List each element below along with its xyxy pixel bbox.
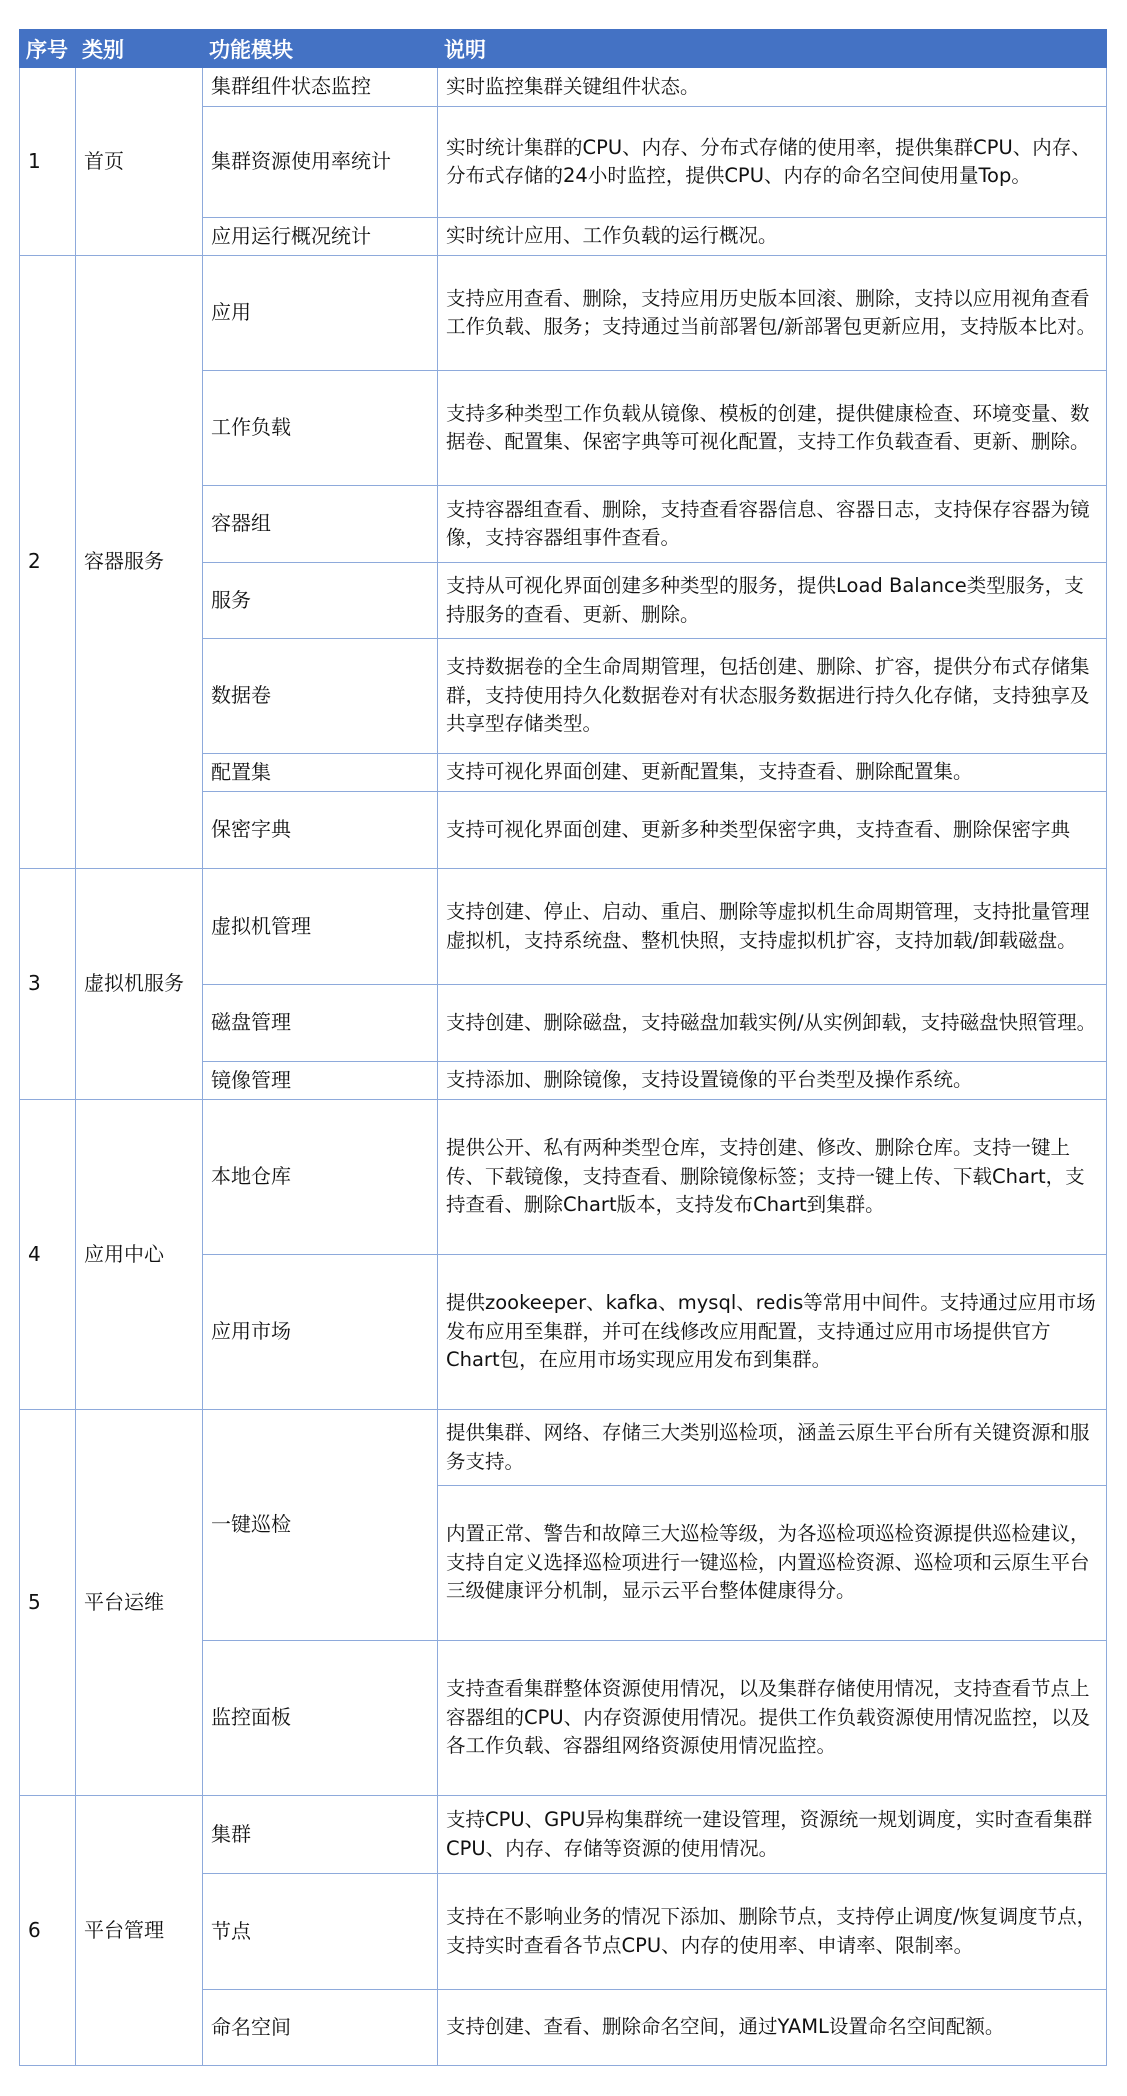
table-row <box>20 1796 1107 1874</box>
category-cell: 应用中心 <box>76 1100 203 1410</box>
description-cell: 支持添加、删除镜像，支持设置镜像的平台类型及操作系统。 <box>438 1062 1107 1100</box>
table-row <box>20 256 1107 371</box>
module-cell: 镜像管理 <box>203 1062 438 1100</box>
description-cell: 提供集群、网络、存储三大类别巡检项，涵盖云原生平台所有关键资源和服务支持。 <box>438 1410 1107 1486</box>
row-number: 3 <box>20 869 76 1100</box>
category-cell: 首页 <box>76 68 203 256</box>
module-cell: 应用 <box>203 256 438 371</box>
module-cell: 集群组件状态监控 <box>203 68 438 107</box>
row-number: 6 <box>20 1796 76 2066</box>
module-cell: 节点 <box>203 1874 438 1990</box>
table-row <box>20 68 1107 107</box>
module-cell: 工作负载 <box>203 371 438 486</box>
module-cell: 服务 <box>203 563 438 639</box>
module-cell: 本地仓库 <box>203 1100 438 1255</box>
row-number: 2 <box>20 256 76 869</box>
description-cell: 实时监控集群关键组件状态。 <box>438 68 1107 107</box>
module-cell: 配置集 <box>203 754 438 792</box>
description-cell: 支持创建、停止、启动、重启、删除等虚拟机生命周期管理，支持批量管理虚拟机，支持系统盘、整机快照，支持虚拟机扩容，支持加载/卸载磁盘。 <box>438 869 1107 985</box>
module-cell: 监控面板 <box>203 1641 438 1796</box>
description-cell: 支持可视化界面创建、更新配置集，支持查看、删除配置集。 <box>438 754 1107 792</box>
row-number: 5 <box>20 1410 76 1796</box>
description-cell: 支持查看集群整体资源使用情况，以及集群存储使用情况，支持查看节点上容器组的CPU、内存资源使用情况。提供工作负载资源使用情况监控，以及各工作负载、容器组网络资源使用情况监控。 <box>438 1641 1107 1796</box>
description-cell: 支持创建、查看、删除命名空间，通过YAML设置命名空间配额。 <box>438 1990 1107 2066</box>
description-cell: 支持多种类型工作负载从镜像、模板的创建，提供健康检查、环境变量、数据卷、配置集、保密字典等可视化配置，支持工作负载查看、更新、删除。 <box>438 371 1107 486</box>
table-row <box>20 869 1107 985</box>
header-description: 说明 <box>438 30 1107 68</box>
module-cell: 集群 <box>203 1796 438 1874</box>
row-number: 4 <box>20 1100 76 1410</box>
header-no: 序号 <box>20 30 76 68</box>
description-cell: 支持在不影响业务的情况下添加、删除节点，支持停止调度/恢复调度节点，支持实时查看各节点CPU、内存的使用率、申请率、限制率。 <box>438 1874 1107 1990</box>
description-cell: 实时统计应用、工作负载的运行概况。 <box>438 218 1107 256</box>
module-cell: 数据卷 <box>203 639 438 754</box>
category-cell: 平台运维 <box>76 1410 203 1796</box>
module-cell: 容器组 <box>203 486 438 563</box>
description-cell: 提供公开、私有两种类型仓库，支持创建、修改、删除仓库。支持一键上传、下载镜像，支持查看、删除镜像标签；支持一键上传、下载Chart，支持查看、删除Chart版本，支持发布Chart到集群。 <box>438 1100 1107 1255</box>
description-cell: 提供zookeeper、kafka、mysql、redis等常用中间件。支持通过应用市场发布应用至集群，并可在线修改应用配置，支持通过应用市场提供官方Chart包，在应用市场实现应用发布到集群。 <box>438 1255 1107 1410</box>
row-number: 1 <box>20 68 76 256</box>
description-cell: 支持创建、删除磁盘，支持磁盘加载实例/从实例卸载，支持磁盘快照管理。 <box>438 985 1107 1062</box>
module-cell: 一键巡检 <box>203 1410 438 1641</box>
table-row <box>20 1100 1107 1255</box>
description-cell: 支持从可视化界面创建多种类型的服务，提供Load Balance类型服务，支持服务的查看、更新、删除。 <box>438 563 1107 639</box>
header-category: 类别 <box>76 30 203 68</box>
module-cell: 虚拟机管理 <box>203 869 438 985</box>
description-cell: 支持容器组查看、删除，支持查看容器信息、容器日志，支持保存容器为镜像，支持容器组事件查看。 <box>438 486 1107 563</box>
category-cell: 容器服务 <box>76 256 203 869</box>
header-module: 功能模块 <box>203 30 438 68</box>
module-cell: 命名空间 <box>203 1990 438 2066</box>
feature-table <box>19 29 1107 2066</box>
module-cell: 应用市场 <box>203 1255 438 1410</box>
description-cell: 内置正常、警告和故障三大巡检等级，为各巡检项巡检资源提供巡检建议，支持自定义选择巡检项进行一键巡检，内置巡检资源、巡检项和云原生平台三级健康评分机制，显示云平台整体健康得分。 <box>438 1486 1107 1641</box>
description-cell: 支持可视化界面创建、更新多种类型保密字典，支持查看、删除保密字典 <box>438 792 1107 869</box>
module-cell: 保密字典 <box>203 792 438 869</box>
table-row <box>20 1410 1107 1486</box>
description-cell: 支持数据卷的全生命周期管理，包括创建、删除、扩容，提供分布式存储集群，支持使用持久化数据卷对有状态服务数据进行持久化存储，支持独享及共享型存储类型。 <box>438 639 1107 754</box>
description-cell: 支持应用查看、删除，支持应用历史版本回滚、删除，支持以应用视角查看工作负载、服务；支持通过当前部署包/新部署包更新应用，支持版本比对。 <box>438 256 1107 371</box>
category-cell: 虚拟机服务 <box>76 869 203 1100</box>
description-cell: 实时统计集群的CPU、内存、分布式存储的使用率，提供集群CPU、内存、分布式存储的24小时监控，提供CPU、内存的命名空间使用量Top。 <box>438 107 1107 218</box>
description-cell: 支持CPU、GPU异构集群统一建设管理，资源统一规划调度，实时查看集群CPU、内存、存储等资源的使用情况。 <box>438 1796 1107 1874</box>
category-cell: 平台管理 <box>76 1796 203 2066</box>
module-cell: 集群资源使用率统计 <box>203 107 438 218</box>
module-cell: 应用运行概况统计 <box>203 218 438 256</box>
module-cell: 磁盘管理 <box>203 985 438 1062</box>
table-header-row <box>20 30 1107 68</box>
